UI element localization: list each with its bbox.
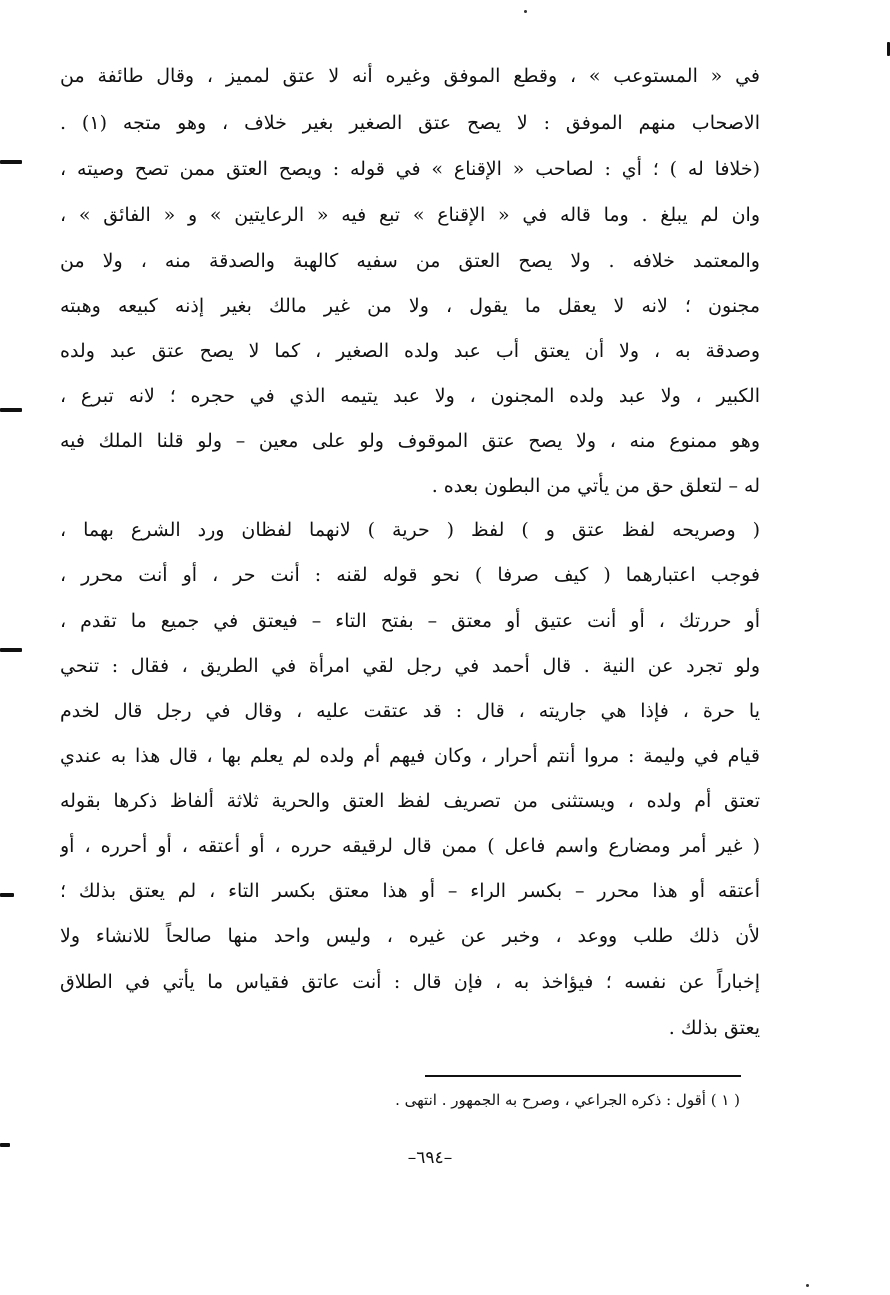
text-line: في « المستوعب » ، وقطع الموفق وغيره أنه لا عتق لمميز ، وقال طائفة من <box>60 65 760 87</box>
text-line: والمعتمد خلافه . ولا يصح العتق من سفيه كالهبة والصدقة منه ، ولا من <box>60 250 760 272</box>
text-line: الكبير ، ولا عبد ولده المجنون ، ولا عبد يتيمه الذي في حجره ؛ لانه تبرع ، <box>60 385 760 407</box>
binding-hole-mark <box>0 408 22 412</box>
text-line: ( وصريحه لفظ عتق و ) لفظ ( حرية ) لانهما لفظان ورد الشرع بهما ، <box>60 519 760 541</box>
footnote-separator <box>425 1075 741 1077</box>
text-line: ولو تجرد عن النية . قال أحمد في رجل لقي امرأة في الطريق ، فقال : تنحي <box>60 655 760 677</box>
text-line: (خلافا له ) ؛ أي : لصاحب « الإقناع » في قوله : ويصح العتق ممن تصح وصيته ، <box>60 158 760 180</box>
scan-speck <box>524 10 527 13</box>
binding-hole-mark <box>0 648 22 652</box>
text-line: فوجب اعتبارهما ( كيف صرفا ) نحو قوله لقنه : أنت حر ، أو أنت محرر ، <box>60 564 760 586</box>
text-line: أو حررتك ، أو أنت عتيق أو معتق – بفتح التاء – فيعتق في جميع ما تقدم ، <box>60 610 760 632</box>
text-line: وهو ممنوع منه ، ولا يصح عتق الموقوف ولو على معين – ولو قلنا الملك فيه <box>60 430 760 452</box>
text-line: قيام في وليمة : مروا أنتم أحرار ، وكان فيهم أم ولده لم يعلم بها ، قال هذا به عندي <box>60 745 760 767</box>
text-line: له – لتعلق حق من يأتي من البطون بعده . <box>431 475 760 497</box>
text-line: أعتقه أو هذا محرر – بكسر الراء – أو هذا معتق بكسر التاء ، لم يعتق بذلك ؛ <box>60 880 760 902</box>
text-line: تعتق أم ولده ، ويستثنى من تصريف لفظ العتق والحرية ثلاثة ألفاظ ذكرها بقوله <box>60 790 760 812</box>
text-line: يعتق بذلك . <box>668 1017 760 1039</box>
text-line: وان لم يبلغ . وما قاله في « الإقناع » تبع فيه « الرعايتين » و « الفائق » ، <box>60 204 760 226</box>
binding-hole-mark <box>0 1143 10 1147</box>
text-line: لأن ذلك طلب ووعد ، وخبر عن غيره ، وليس واحد منها صالحاً للانشاء ولا <box>60 925 760 947</box>
text-line: يا حرة ، فإذا هي جاريته ، قال : قد عتقت عليه ، وقال في رجل قال لخدم <box>60 700 760 722</box>
text-line: مجنون ؛ لانه لا يعقل ما يقول ، ولا من غير مالك بغير إذنه كبيعه وهبته <box>60 295 760 317</box>
page-number: –٦٩٤– <box>407 1148 453 1168</box>
scan-speck <box>806 1284 809 1287</box>
text-line: الاصحاب منهم الموفق : لا يصح عتق الصغير بغير خلاف ، وهو متجه (١) . <box>60 112 760 134</box>
text-line: ( غير أمر ومضارع واسم فاعل ) ممن قال لرقيقه حرره ، أو أعتقه ، أو أحرره ، أو <box>60 835 760 857</box>
text-line: إخباراً عن نفسه ؛ فيؤاخذ به ، فإن قال : أنت عاتق فقياس ما يأتي في الطلاق <box>60 971 760 993</box>
footnote: ( ١ ) أقول : ذكره الجراعي ، وصرح به الجمهور . انتهى . <box>395 1091 740 1109</box>
binding-hole-mark <box>0 893 14 897</box>
text-line: وصدقة به ، ولا أن يعتق أب عبد ولده الصغير ، كما لا يصح عتق عبد ولده <box>60 340 760 362</box>
binding-hole-mark <box>0 160 22 164</box>
